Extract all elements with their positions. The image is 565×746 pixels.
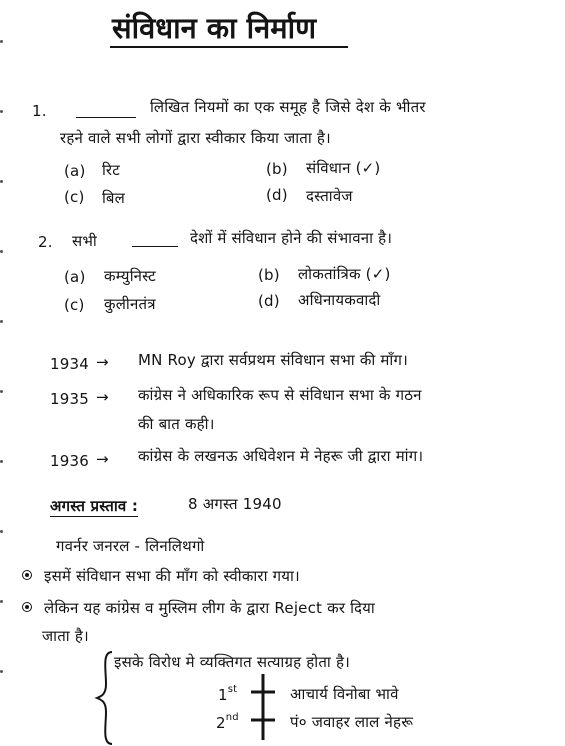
binding-dot — [0, 460, 3, 463]
ordinal-suffix: nd — [225, 712, 239, 723]
curly-brace-icon — [94, 650, 116, 746]
q1-line2: रहने वाले सभी लोगों द्वारा स्वीकार किया जाता है। — [60, 129, 331, 147]
bullet-text: इसमें संविधान सभा की माँग को स्वीकारा गया। — [44, 567, 300, 585]
timeline-text: कांग्रेस ने अधिकारिक रूप से संविधान सभा के गठन — [138, 386, 422, 404]
bullet-text-continued: जाता है। — [42, 627, 89, 645]
governor-general: गवर्नर जनरल - लिनलिथगो — [56, 537, 205, 555]
q2-option-a: कम्युनिस्ट — [104, 267, 156, 285]
arrow-icon: → — [96, 353, 109, 371]
q1-number: 1. — [32, 102, 47, 120]
plus-cross-icon — [248, 672, 278, 742]
q2-option-b-key: (b) — [258, 266, 280, 284]
page-title: संविधान का निर्माण — [112, 11, 317, 45]
q2-blank — [132, 246, 178, 247]
timeline-year: 1936 — [50, 452, 89, 470]
q1-option-c-key: (c) — [64, 188, 85, 206]
arrow-icon: → — [96, 450, 109, 468]
arrow-icon: → — [96, 388, 109, 406]
q2-option-b: लोकतांत्रिक (✓) — [298, 265, 391, 283]
second-satyagrahi-name: पं० जवाहर लाल नेहरू — [290, 713, 414, 731]
q2-option-d-key: (d) — [258, 292, 280, 310]
title-underline — [110, 46, 348, 48]
timeline-year: 1934 — [50, 355, 89, 373]
binding-dot — [0, 180, 3, 183]
q2-option-d: अधिनायकवादी — [298, 291, 381, 309]
q2-option-a-key: (a) — [64, 268, 86, 286]
timeline-text-continued: की बात कही। — [138, 415, 215, 433]
ordinal-suffix: st — [227, 684, 238, 695]
binding-dot — [0, 390, 3, 393]
binding-dot — [0, 40, 3, 43]
q1-option-a-key: (a) — [64, 162, 86, 180]
bullet-text: लेकिन यह कांग्रेस व मुस्लिम लीग के द्वारा Reject कर दिया — [44, 599, 375, 617]
q1-option-d: दस्तावेज — [306, 187, 353, 205]
q2-number: 2. — [38, 233, 53, 251]
first-satyagrahi-name: आचार्य विनोबा भावे — [290, 685, 399, 703]
binding-dot — [0, 320, 3, 323]
august-offer-heading — [50, 496, 138, 516]
q1-line1: लिखित नियमों का एक समूह है जिसे देश के भीतर — [150, 98, 426, 116]
first-satyagrahi-label — [218, 686, 237, 704]
august-offer-heading-text: अगस्त प्रस्ताव : — [50, 497, 139, 515]
bullet-icon — [22, 602, 32, 612]
q2-option-c-key: (c) — [64, 296, 85, 314]
binding-dot — [0, 530, 3, 533]
q1-option-a: रिट — [102, 161, 120, 179]
q1-option-b-key: (b) — [266, 160, 288, 178]
q1-option-b: संविधान (✓) — [306, 159, 381, 177]
binding-dot — [0, 110, 3, 113]
binding-dot — [0, 600, 3, 603]
ordinal-number: 2 — [216, 714, 226, 732]
bullet-item — [22, 598, 375, 618]
ordinal-number: 1 — [218, 686, 228, 704]
binding-dot — [0, 250, 3, 253]
q1-blank — [76, 117, 136, 118]
august-offer-date: 8 अगस्त 1940 — [188, 495, 282, 513]
timeline-year: 1935 — [50, 390, 89, 408]
timeline-text: MN Roy द्वारा सर्वप्रथम संविधान सभा की माँग। — [138, 351, 409, 369]
q1-option-d-key: (d) — [266, 186, 288, 204]
q1-option-c: बिल — [102, 189, 126, 207]
bullet-icon — [22, 570, 32, 580]
binding-dot — [0, 670, 3, 673]
second-satyagrahi-label — [216, 714, 239, 732]
q2-option-c: कुलीनतंत्र — [104, 295, 156, 313]
bullet-item — [22, 566, 300, 586]
q2-suffix: देशों में संविधान होने की संभावना है। — [190, 229, 393, 247]
satyagraha-text: इसके विरोध मे व्यक्तिगत सत्याग्रह होता है। — [114, 653, 351, 671]
q2-prefix: सभी — [72, 232, 97, 250]
timeline-text: कांग्रेस के लखनऊ अधिवेशन मे नेहरू जी द्वारा मांग। — [138, 447, 424, 465]
